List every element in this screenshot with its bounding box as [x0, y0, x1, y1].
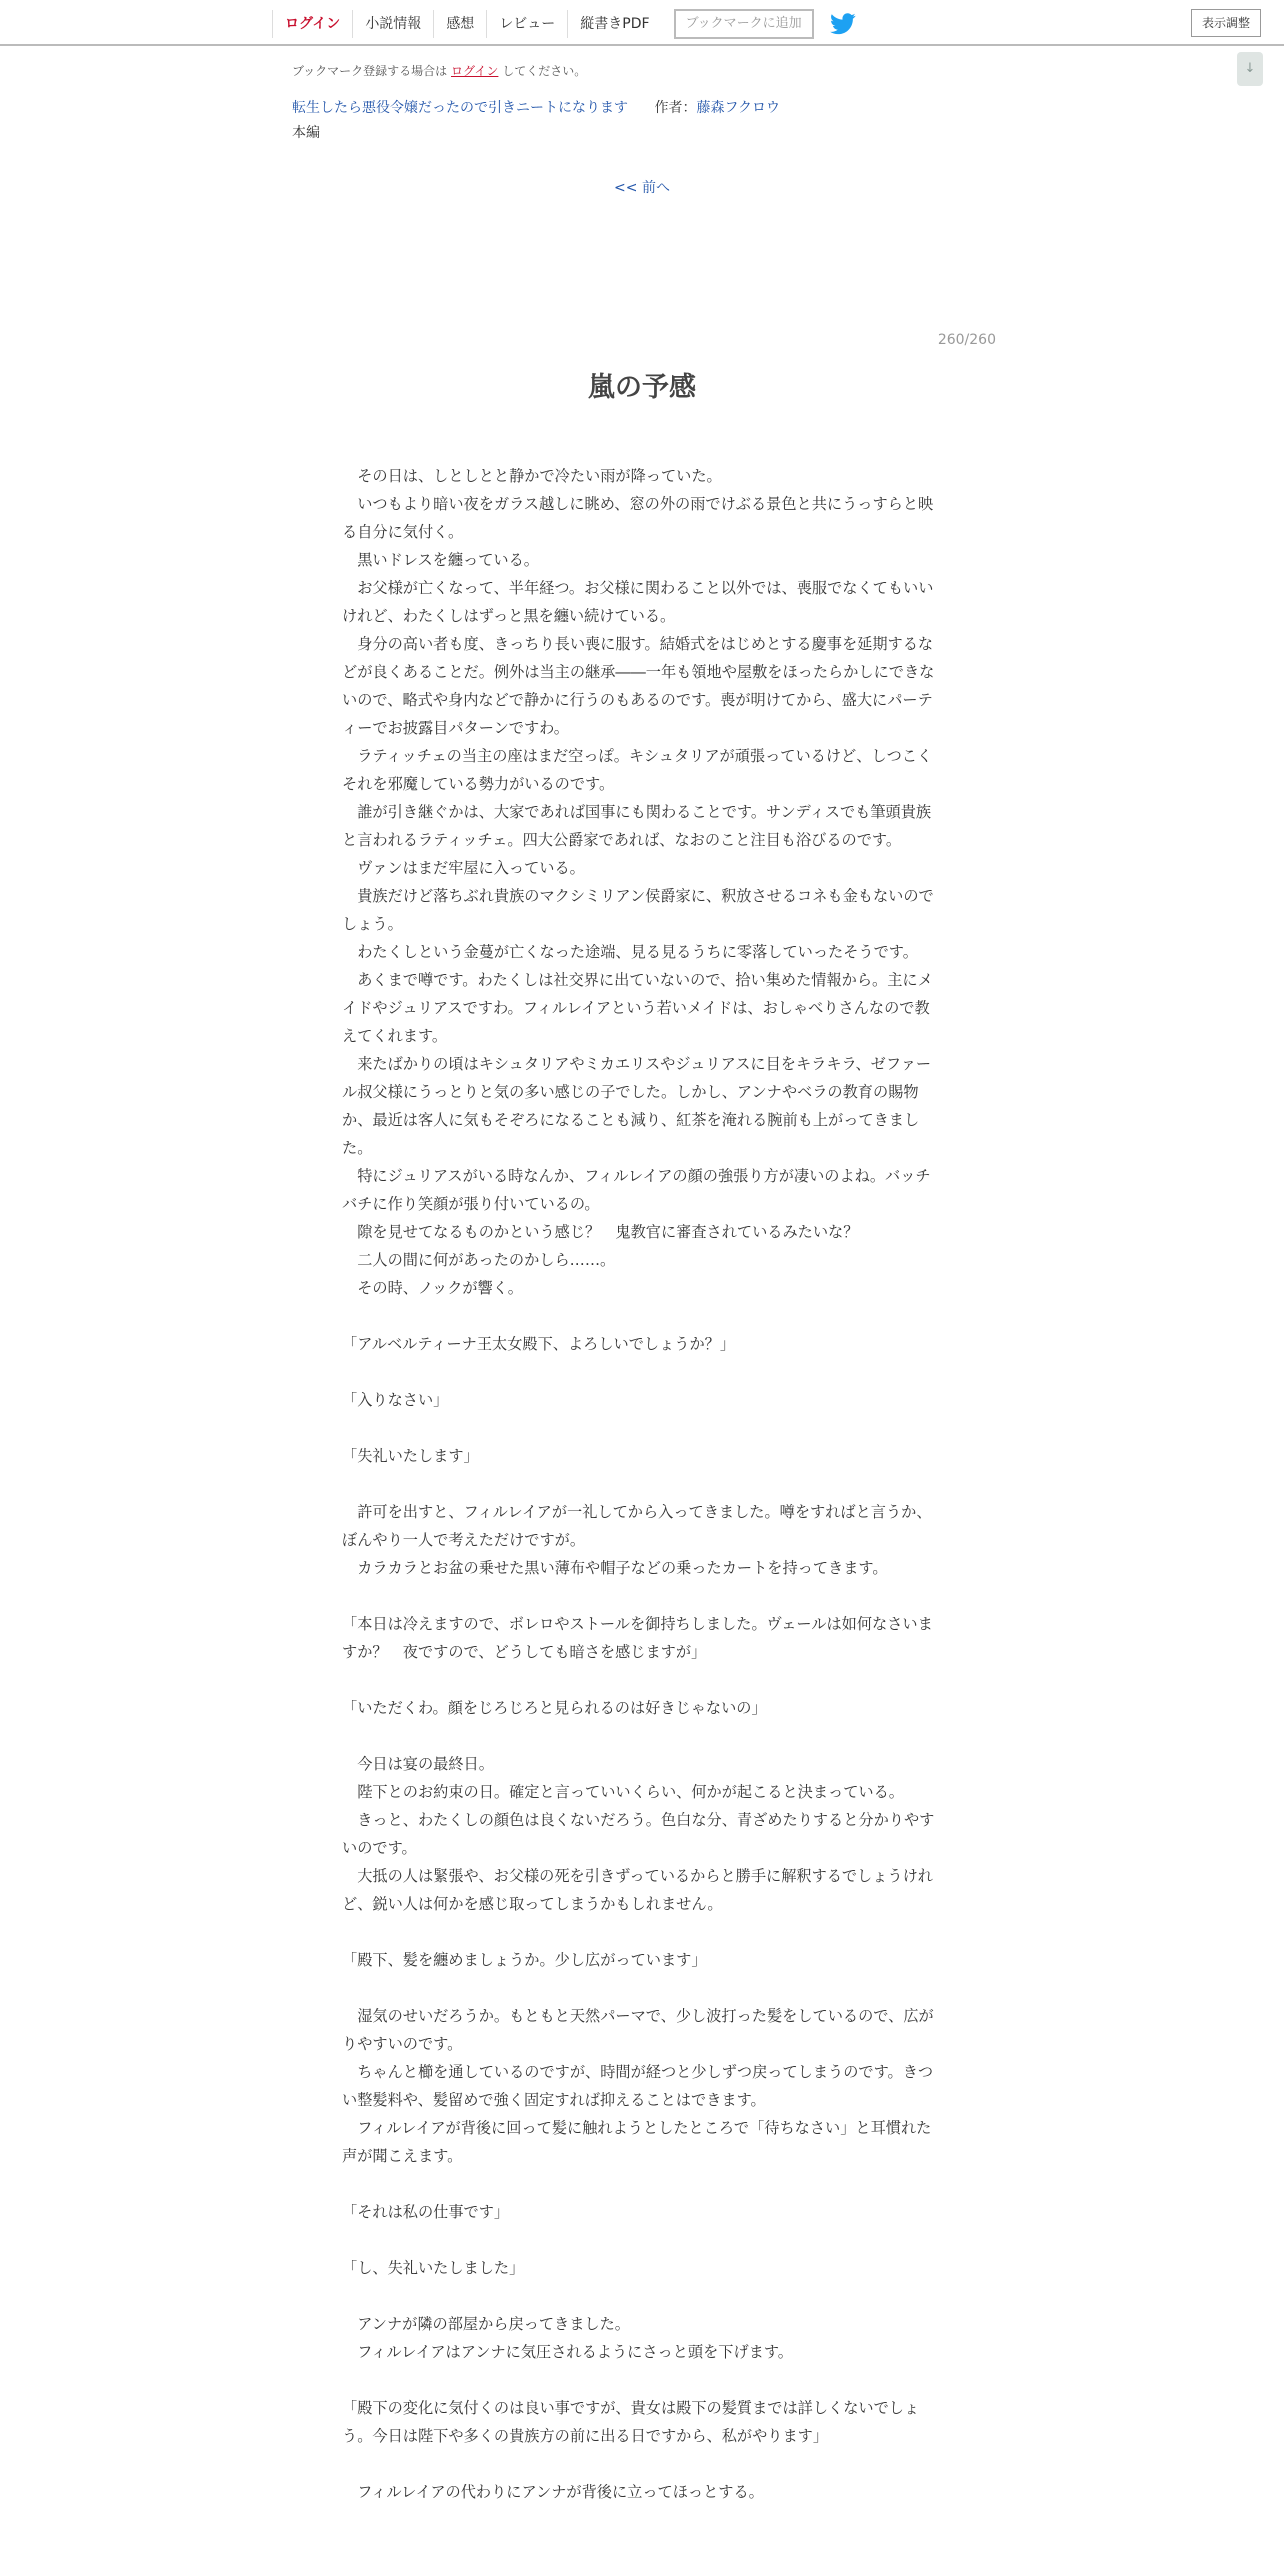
- body-paragraph: フィルレイアはアンナに気圧されるようにさっと頭を下げます。: [342, 2343, 793, 2361]
- blank-line: [342, 1358, 936, 1386]
- body-paragraph: 誰が引き継ぐかは、大家であれば国事にも関わることです。サンディスでも筆頭貴族と言われるラティッチェ。四大公爵家であれば、なおのこと注目も浴びるのです。: [342, 803, 932, 849]
- body-paragraph: 貴族だけど落ちぶれ貴族のマクシミリアン侯爵家に、釈放させるコネも金もないのでしょう。: [342, 887, 934, 933]
- body-paragraph: ちゃんと櫛を通しているのですが、時間が経つと少しずつ戻ってしまうのです。きつい整髪料や、髪留めで強く固定すれば抑えることはできます。: [342, 2063, 934, 2109]
- body-paragraph: 「し、失礼いたしました」: [342, 2259, 525, 2277]
- novel-info-line: [292, 97, 780, 117]
- notice-login-link[interactable]: ログイン: [451, 64, 499, 78]
- chapter-title: 嵐の予感: [588, 372, 696, 403]
- bookmark-login-notice: [292, 62, 586, 79]
- blank-line: [342, 2366, 936, 2394]
- page-counter: 260/260: [937, 332, 996, 348]
- body-paragraph: 特にジュリアスがいる時なんか、フィルレイアの顔の強張り方が凄いのよね。バッチバチに作り笑顔が張り付いているの。: [342, 1167, 931, 1213]
- novel-body: [342, 462, 936, 2506]
- blank-line: [342, 1414, 936, 1442]
- blank-line: [342, 2282, 936, 2310]
- body-paragraph: 来たばかりの頃はキシュタリアやミカエリスやジュリアスに目をキラキラ、ゼファール叔父様にうっとりと気の多い感じの子でした。しかし、アンナやベラの教育の賜物か、最近は客人に気もそぞろになることも減り、紅茶を淹れる腕前も上がってきました。: [342, 1055, 932, 1157]
- blank-line: [342, 1470, 936, 1498]
- vertical-pdf-link[interactable]: 縦書きPDF: [567, 10, 661, 38]
- body-paragraph: あくまで噂です。わたくしは社交界に出ていないので、拾い集めた情報から。主にメイドやジュリアスですわ。フィルレイアという若いメイドは、おしゃべりさんなので教えてくれます。: [342, 971, 933, 1045]
- body-paragraph: 陛下とのお約束の日。確定と言っていいくらい、何かが起こると決まっている。: [342, 1783, 904, 1801]
- blank-line: [342, 1722, 936, 1750]
- body-paragraph: 二人の間に何があったのかしら……。: [342, 1251, 616, 1269]
- impressions-link[interactable]: 感想: [433, 10, 486, 38]
- twitter-bird-icon: [830, 13, 856, 35]
- notice-suffix: してください。: [502, 64, 587, 78]
- main-nav: [272, 9, 856, 39]
- body-paragraph: わたくしという金蔓が亡くなった途端、見る見るうちに零落していったそうです。: [342, 943, 918, 961]
- body-paragraph: お父様が亡くなって、半年経つ。お父様に関わること以外では、喪服でなくてもいいけれど、わたくしはずっと黒を纏い続けている。: [342, 579, 934, 625]
- blank-line: [342, 1918, 936, 1946]
- body-paragraph: 「本日は冷えますので、ボレロやストールを御持ちしました。ヴェールは如何なさいますか？ 夜ですので、どうしても暗さを感じますが」: [342, 1615, 933, 1661]
- body-paragraph: 「それは私の仕事です」: [342, 2203, 510, 2221]
- scroll-down-tab[interactable]: [1237, 52, 1263, 86]
- display-adjust-button[interactable]: 表示調整: [1191, 9, 1261, 37]
- body-paragraph: 今日は宴の最終日。: [342, 1755, 494, 1773]
- review-link[interactable]: レビュー: [486, 10, 567, 38]
- body-paragraph: 身分の高い者も度、きっちり長い喪に服す。結婚式をはじめとする慶事を延期するなどが良くあることだ。例外は当主の継承――一年も領地や屋敷をほったらかしにできないので、略式や身内などで静かに行うのもあるのです。喪が明けてから、盛大にパーティーでお披露目パターンですわ。: [342, 635, 935, 737]
- body-paragraph: 「殿下、髪を纏めましょうか。少し広がっています」: [342, 1951, 707, 1969]
- login-link[interactable]: ログイン: [272, 10, 352, 38]
- body-paragraph: アンナが隣の部屋から戻ってきました。: [342, 2315, 630, 2333]
- body-paragraph: いつもより暗い夜をガラス越しに眺め、窓の外の雨でけぶる景色と共にうっすらと映る自分に気付く。: [342, 495, 934, 541]
- body-paragraph: 「入りなさい」: [342, 1391, 449, 1409]
- prev-page-link[interactable]: << 前へ: [614, 180, 670, 196]
- notice-prefix: ブックマーク登録する場合は: [292, 64, 448, 78]
- body-paragraph: 黒いドレスを纏っている。: [342, 551, 539, 569]
- blank-line: [342, 1974, 936, 2002]
- novel-info-link[interactable]: 小説情報: [352, 10, 433, 38]
- header-bar: [0, 0, 1284, 46]
- body-paragraph: 「殿下の変化に気付くのは良い事ですが、貴女は殿下の髪質までは詳しくないでしょう。今日は陛下や多くの貴族方の前に出る日ですから、私がやります」: [342, 2399, 920, 2445]
- novel-title-link[interactable]: 転生したら悪役令嬢だったので引きニートになります: [292, 100, 628, 116]
- blank-line: [342, 2226, 936, 2254]
- body-paragraph: ラティッチェの当主の座はまだ空っぽ。キシュタリアが頑張っているけど、しつこくそれを邪魔している勢力がいるのです。: [342, 747, 933, 793]
- author-label: 作者：: [654, 100, 697, 116]
- body-paragraph: 許可を出すと、フィルレイアが一礼してから入ってきました。噂をすればと言うか、ぼんやり一人で考えただけですが。: [342, 1503, 932, 1549]
- body-paragraph: 大抵の人は緊張や、お父様の死を引きずっているからと勝手に解釈するでしょうけれど、鋭い人は何かを感じ取ってしまうかもしれません。: [342, 1867, 933, 1913]
- body-paragraph: フィルレイアの代わりにアンナが背後に立ってほっとする。: [342, 2483, 764, 2501]
- body-paragraph: 湿気のせいだろうか。もともと天然パーマで、少し波打った髪をしているので、広がりやすいのです。: [342, 2007, 934, 2053]
- blank-line: [342, 1302, 936, 1330]
- down-arrow-icon: ↓: [1244, 61, 1256, 76]
- body-paragraph: カラカラとお盆の乗せた黒い薄布や帽子などの乗ったカートを持ってきます。: [342, 1559, 888, 1577]
- twitter-share-button[interactable]: [830, 13, 856, 35]
- section-name: 本編: [292, 125, 320, 141]
- body-paragraph: 隙を見せてなるものかという感じ？ 鬼教官に審査されているみたいな？: [342, 1223, 859, 1241]
- body-paragraph: きっと、わたくしの顔色は良くないだろう。色白な分、青ざめたりすると分かりやすいのです。: [342, 1811, 935, 1857]
- blank-line: [342, 1582, 936, 1610]
- body-paragraph: 「失礼いたします」: [342, 1447, 479, 1465]
- blank-line: [342, 1666, 936, 1694]
- body-paragraph: その時、ノックが響く。: [342, 1279, 523, 1297]
- body-paragraph: フィルレイアが背後に回って髪に触れようとしたところで「待ちなさい」と耳慣れた声が聞こえます。: [342, 2119, 932, 2165]
- blank-line: [342, 2450, 936, 2478]
- body-paragraph: ヴァンはまだ牢屋に入っている。: [342, 859, 585, 877]
- body-paragraph: その日は、しとしとと静かで冷たい雨が降っていた。: [342, 467, 722, 485]
- add-bookmark-button[interactable]: ブックマークに追加: [674, 9, 814, 39]
- body-paragraph: 「アルベルティーナ王太女殿下、よろしいでしょうか？」: [342, 1335, 736, 1353]
- body-paragraph: 「いただくわ。顔をじろじろと見られるのは好きじゃないの」: [342, 1699, 767, 1717]
- blank-line: [342, 2170, 936, 2198]
- author-name-link[interactable]: 藤森フクロウ: [696, 100, 781, 116]
